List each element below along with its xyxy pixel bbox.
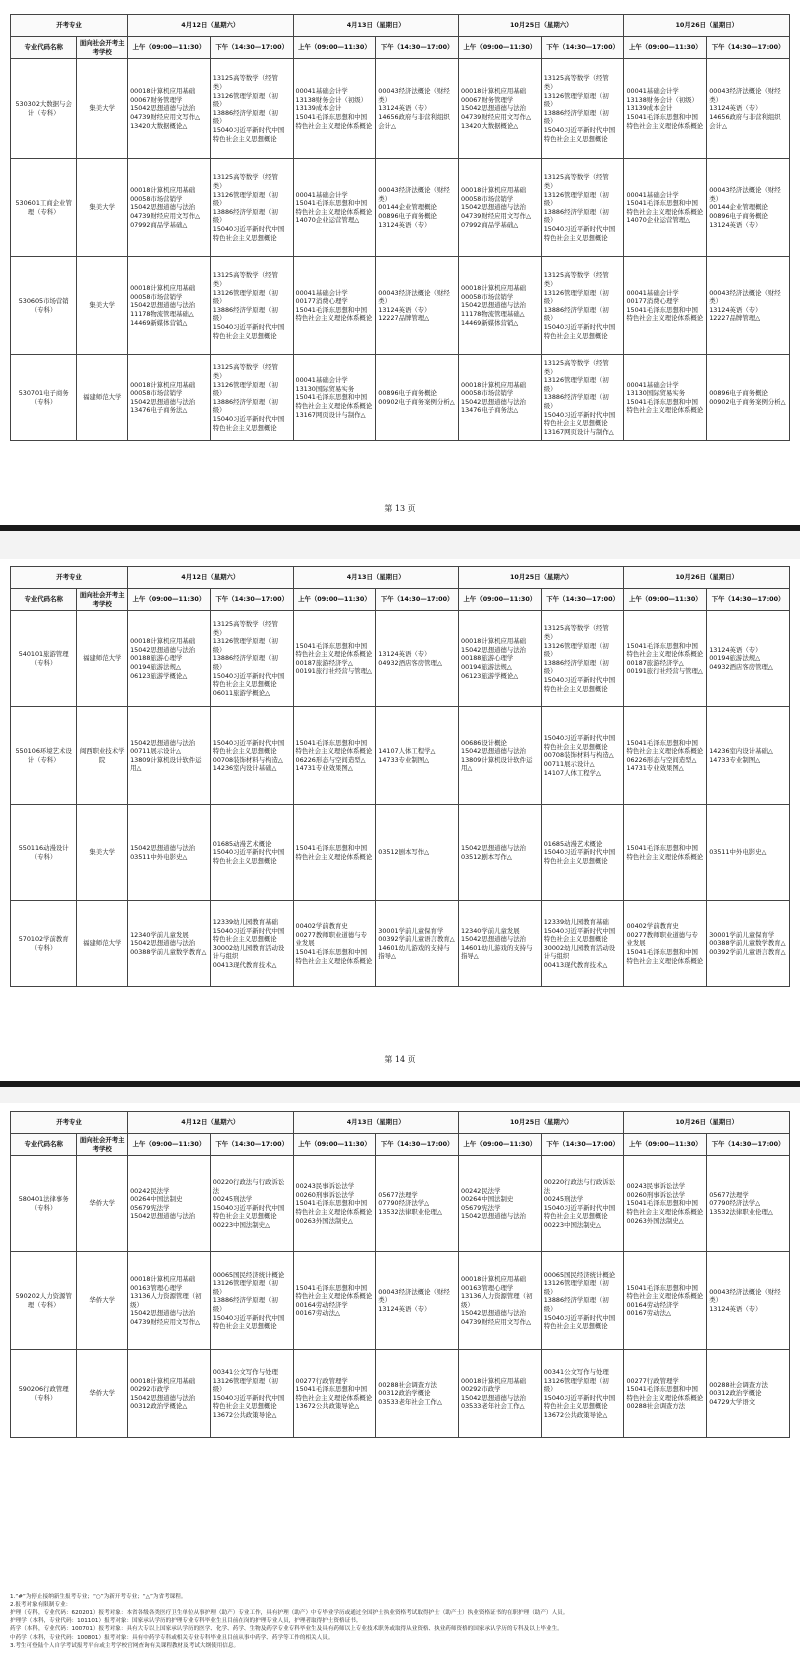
footnotes: 1.“#”为停止接纳新生报考专业；“○”为新开考专业；“△”为省考课程。 2.报考对象有限制专业： 护理（专科，专业代码：620201）报考对象：本省各级各类医疗卫生单位从事护理（助产）专业工作，具有护理（助产）中专毕业学历或通过全国护士执业资格考试取得护士（助产士）执业资格证书的在职护理（助产）人员。 护理学（本科，专业代码：101101）报考对象：国家承认学历的护理专业专科毕业生且目前在岗的护理专业人员，护理者取得护士资格证书。 药学（本科，专业代码：100701）报考对象：具有大专以上国家承认学历的医学、化学、药学、生物及药学专业专科毕业生及具有药师以上专业技术职务或取得从业资格、执业药师资格的国家承认学历的专科及以上毕业生。 中药学（本科，专业代码：100801）报考对象：具有中药学专科或相关专业专科毕业且目前从事中药学、药学等工作的相关人员。 3.考生可登陆个人自学考试报考平台或主考学校官网查询有关课程教材及考试大纲使用信息。 (10, 1594, 569, 1649)
course-list: 00018计算机应用基础 00058市场营销学 15042思想道德与法治 11178物流管理基础△ 14469新媒体营销△ (459, 257, 542, 355)
course-list: 00041基础会计学 13130国际贸易实务 15041毛泽东思想和中国特色社会主义理论体系概论 13167网页设计与制作△ (293, 355, 376, 441)
course-list: 00065国民经济统计概论 13126管理学原理（初级） 13886经济学原理（初级） 15040习近平新时代中国特色社会主义思想概论 (541, 1252, 624, 1350)
header-day2: 4月13日（星期日） (293, 567, 458, 589)
course-list: 13125高等数学（经管类） 13126管理学原理（初级） 13886经济学原理（初级） 15040习近平新时代中国特色社会主义思想概论 (210, 159, 293, 257)
course-list: 13125高等数学（经管类） 13126管理学原理（初级） 13886经济学原理（初级） 15040习近平新时代中国特色社会主义思想概论 (210, 355, 293, 441)
header-afternoon: 下午（14:30—17:00） (541, 1134, 624, 1156)
header-row-days (11, 15, 790, 37)
school-name: 集美大学 (77, 59, 128, 159)
table-row (11, 1350, 790, 1438)
table-row (11, 805, 790, 901)
schedule-table-page-14 (10, 566, 790, 987)
school-name: 福建师范大学 (77, 901, 128, 987)
header-afternoon: 下午（14:30—17:00） (707, 589, 790, 611)
header-morning: 上午（09:00—11:30） (459, 1134, 542, 1156)
header-row-days (11, 567, 790, 589)
course-list: 00220行政法与行政诉讼法 00245刑法学 15040习近平新时代中国特色社会主义思想概论 00223中国法制史△ (541, 1156, 624, 1252)
course-list: 00043经济法概论（财经类） 13124英语（专） (376, 1252, 459, 1350)
major-name: 540101旅游管理（专科） (11, 611, 77, 707)
major-name: 530605市场营销（专科） (11, 257, 77, 355)
course-list: 05677法理学 07790经济法学△ 13532法律职业伦理△ (707, 1156, 790, 1252)
course-list: 13124英语（专） 00194旅游法规△ 04932酒店客房管理△ (707, 611, 790, 707)
course-list: 00242民法学 00264中国法制史 05679宪法学 15042思想道德与法治 (128, 1156, 211, 1252)
major-name: 530302大数据与会计（专科） (11, 59, 77, 159)
header-day4: 10月26日（星期日） (624, 15, 790, 37)
course-list: 00018计算机应用基础 00058市场营销学 15042思想道德与法治 04739财经应用文写作△ 07992商品学基础△ (128, 159, 211, 257)
course-list: 00018计算机应用基础 00163管理心理学 13136人力资源管理（初级） 15042思想道德与法治 04739财经应用文写作△ (459, 1252, 542, 1350)
page-13 (0, 0, 800, 525)
course-list: 00288社会调查方法 00312政治学概论 04729大学语文 (707, 1350, 790, 1438)
major-name: 590206行政管理（专科） (11, 1350, 77, 1438)
course-list: 00018计算机应用基础 00163管理心理学 13136人力资源管理（初级） 15042思想道德与法治 04739财经应用文写作△ (128, 1252, 211, 1350)
course-list: 30001学前儿童保育学 00392学前儿童语言教育△ 14601幼儿游戏的支持与指导△ (376, 901, 459, 987)
course-list: 00041基础会计学 13130国际贸易实务 15041毛泽东思想和中国特色社会主义理论体系概论 (624, 355, 707, 441)
schedule-table-page-15 (10, 1111, 790, 1438)
header-day1: 4月12日（星期六） (128, 1112, 293, 1134)
header-morning: 上午（09:00—11:30） (624, 37, 707, 59)
school-name: 华侨大学 (77, 1156, 128, 1252)
course-list: 00041基础会计学 13138财务会计（初级） 13139成本会计 15041毛泽东思想和中国特色社会主义理论体系概论 (624, 59, 707, 159)
table-row (11, 159, 790, 257)
schedule-table-page-13 (10, 14, 790, 441)
exam-schedule-table (10, 14, 790, 441)
course-list: 12340学前儿童发展 15042思想道德与法治 14601幼儿游戏的支持与指导△ (459, 901, 542, 987)
course-list: 00043经济法概论（财经类） 00144企业管理概论 00896电子商务概论 13124英语（专） (707, 159, 790, 257)
header-afternoon: 下午（14:30—17:00） (210, 1134, 293, 1156)
school-name: 华侨大学 (77, 1252, 128, 1350)
header-day4: 10月26日（星期日） (624, 1112, 790, 1134)
header-afternoon: 下午（14:30—17:00） (541, 589, 624, 611)
header-major-code: 专业代码名称 (11, 589, 77, 611)
major-name: 580401法律事务（专科） (11, 1156, 77, 1252)
header-day2: 4月13日（星期日） (293, 1112, 458, 1134)
course-list: 12339幼儿园教育基础 15040习近平新时代中国特色社会主义思想概论 30002幼儿园教育活动设计与组织 00413现代教育技术△ (210, 901, 293, 987)
course-list: 00896电子商务概论 00902电子商务案例分析△ (707, 355, 790, 441)
exam-schedule-table (10, 1111, 790, 1438)
header-school: 面向社会开考主考学校 (77, 589, 128, 611)
course-list: 15041毛泽东思想和中国特色社会主义理论体系概论 06226形态与空间造型△ 14731专业效果图△ (624, 707, 707, 805)
header-row-days (11, 1112, 790, 1134)
course-list: 15041毛泽东思想和中国特色社会主义理论体系概论 (293, 805, 376, 901)
course-list: 01685动漫艺术概论 15040习近平新时代中国特色社会主义思想概论 (210, 805, 293, 901)
course-list: 00402学前教育史 00277教师职业道德与专业发展 15041毛泽东思想和中国特色社会主义理论体系概论 (293, 901, 376, 987)
course-list: 05677法理学 07790经济法学△ 13532法律职业伦理△ (376, 1156, 459, 1252)
header-morning: 上午（09:00—11:30） (128, 589, 211, 611)
page-number: 第 14 页 (384, 1055, 416, 1064)
table-row (11, 611, 790, 707)
table-row (11, 1156, 790, 1252)
course-list: 01685动漫艺术概论 15040习近平新时代中国特色社会主义思想概论 (541, 805, 624, 901)
course-list: 30001学前儿童保育学 00388学前儿童数学教育△ 00392学前儿童语言教育△ (707, 901, 790, 987)
header-row-sessions (11, 37, 790, 59)
header-school: 面向社会开考主考学校 (77, 37, 128, 59)
header-morning: 上午（09:00—11:30） (293, 1134, 376, 1156)
course-list: 15041毛泽东思想和中国特色社会主义理论体系概论 00164劳动经济学 00167劳动法△ (293, 1252, 376, 1350)
course-list: 00043经济法概论（财经类） 13124英语（专） 12227品牌管理△ (707, 257, 790, 355)
course-list: 00018计算机应用基础 00058市场营销学 15042思想道德与法治 04739财经应用文写作△ 07992商品学基础△ (459, 159, 542, 257)
course-list: 13125高等数学（经管类） 13126管理学原理（初级） 13886经济学原理（初级） 15040习近平新时代中国特色社会主义思想概论 (541, 611, 624, 707)
course-list: 00041基础会计学 00177消费心理学 15041毛泽东思想和中国特色社会主义理论体系概论 (293, 257, 376, 355)
header-morning: 上午（09:00—11:30） (128, 37, 211, 59)
course-list: 14236室内设计基础△ 14733专业制图△ (707, 707, 790, 805)
table-row (11, 1252, 790, 1350)
header-day1: 4月12日（星期六） (128, 567, 293, 589)
course-list: 00018计算机应用基础 15042思想道德与法治 00188旅游心理学 00194旅游法规△ 06123旅游学概论△ (459, 611, 542, 707)
header-major-group: 开考专业 (11, 15, 128, 37)
course-list: 00243民事诉讼法学 00260刑事诉讼法学 15041毛泽东思想和中国特色社会主义理论体系概论 00263外国法制史△ (624, 1156, 707, 1252)
course-list: 00043经济法概论（财经类） 13124英语（专） (707, 1252, 790, 1350)
header-morning: 上午（09:00—11:30） (459, 589, 542, 611)
course-list: 00277行政管理学 15041毛泽东思想和中国特色社会主义理论体系概论 00288社会调查方法 (624, 1350, 707, 1438)
course-list: 00018计算机应用基础 00058市场营销学 15042思想道德与法治 13476电子商务法△ (128, 355, 211, 441)
course-list: 15042思想道德与法治 03512剧本写作△ (459, 805, 542, 901)
course-list: 00277行政管理学 15041毛泽东思想和中国特色社会主义理论体系概论 13672公共政策导论△ (293, 1350, 376, 1438)
course-list: 00242民法学 00264中国法制史 05679宪法学 15042思想道德与法治 (459, 1156, 542, 1252)
course-list: 00041基础会计学 15041毛泽东思想和中国特色社会主义理论体系概论 14070企业运营管理△ (293, 159, 376, 257)
course-list: 00018计算机应用基础 00067财务管理学 15042思想道德与法治 04739财经应用文写作△ 13420大数据概论△ (459, 59, 542, 159)
table-row (11, 901, 790, 987)
header-school: 面向社会开考主考学校 (77, 1134, 128, 1156)
course-list: 12340学前儿童发展 15042思想道德与法治 00388学前儿童数学教育△ (128, 901, 211, 987)
table-row (11, 257, 790, 355)
school-name: 福建师范大学 (77, 355, 128, 441)
header-afternoon: 下午（14:30—17:00） (707, 1134, 790, 1156)
table-row (11, 707, 790, 805)
header-afternoon: 下午（14:30—17:00） (210, 37, 293, 59)
course-list: 15040习近平新时代中国特色社会主义思想概论 00708装饰材料与构造△ 14236室内设计基础△ (210, 707, 293, 805)
course-list: 15042思想道德与法治 00711展示设计△ 13809计算机设计软件运用△ (128, 707, 211, 805)
course-list: 00018计算机应用基础 15042思想道德与法治 00188旅游心理学 00194旅游法规△ 06123旅游学概论△ (128, 611, 211, 707)
course-list: 13125高等数学（经管类） 13126管理学原理（初级） 13886经济学原理（初级） 15040习近平新时代中国特色社会主义思想概论 13167网页设计与制作△ (541, 355, 624, 441)
header-afternoon: 下午（14:30—17:00） (376, 1134, 459, 1156)
course-list: 00043经济法概论（财经类） 13124英语（专） 14656政府与非营利组织会计△ (376, 59, 459, 159)
header-major-code: 专业代码名称 (11, 37, 77, 59)
course-list: 15041毛泽东思想和中国特色社会主义理论体系概论 00164劳动经济学 00167劳动法△ (624, 1252, 707, 1350)
header-day3: 10月25日（星期六） (459, 15, 624, 37)
course-list: 00065国民经济统计概论 13126管理学原理（初级） 13886经济学原理（初级） 15040习近平新时代中国特色社会主义思想概论 (210, 1252, 293, 1350)
page-gap (0, 531, 800, 559)
course-list: 00018计算机应用基础 00058市场营销学 15042思想道德与法治 11178物流管理基础△ 14469新媒体营销△ (128, 257, 211, 355)
course-list: 00402学前教育史 00277教师职业道德与专业发展 15041毛泽东思想和中国特色社会主义理论体系概论 (624, 901, 707, 987)
header-morning: 上午（09:00—11:30） (293, 37, 376, 59)
course-list: 15041毛泽东思想和中国特色社会主义理论体系概论 00187旅游经济学△ 00191旅行社经营与管理△ (293, 611, 376, 707)
header-day2: 4月13日（星期日） (293, 15, 458, 37)
table-row (11, 59, 790, 159)
header-afternoon: 下午（14:30—17:00） (376, 37, 459, 59)
header-afternoon: 下午（14:30—17:00） (376, 589, 459, 611)
school-name: 集美大学 (77, 805, 128, 901)
header-afternoon: 下午（14:30—17:00） (707, 37, 790, 59)
major-name: 550106环境艺术设计（专科） (11, 707, 77, 805)
header-row-sessions (11, 589, 790, 611)
header-major-group: 开考专业 (11, 1112, 128, 1134)
header-morning: 上午（09:00—11:30） (293, 589, 376, 611)
course-list: 15040习近平新时代中国特色社会主义思想概论 00708装饰材料与构造△ 00711展示设计△ 14107人体工程学△ (541, 707, 624, 805)
course-list: 03512剧本写作△ (376, 805, 459, 901)
course-list: 00220行政法与行政诉讼法 00245刑法学 15040习近平新时代中国特色社会主义思想概论 00223中国法制史△ (210, 1156, 293, 1252)
course-list: 00341公文写作与处理 13126管理学原理（初级） 15040习近平新时代中国特色社会主义思想概论 13672公共政策导论△ (541, 1350, 624, 1438)
major-name: 590202人力资源管理（专科） (11, 1252, 77, 1350)
course-list: 00043经济法概论（财经类） 13124英语（专） 12227品牌管理△ (376, 257, 459, 355)
header-morning: 上午（09:00—11:30） (624, 589, 707, 611)
course-list: 13125高等数学（经管类） 13126管理学原理（初级） 13886经济学原理（初级） 15040习近平新时代中国特色社会主义思想概论 (541, 159, 624, 257)
course-list: 00043经济法概论（财经类） 00144企业管理概论 00896电子商务概论 13124英语（专） (376, 159, 459, 257)
major-name: 530601工商企业管理（专科） (11, 159, 77, 257)
school-name: 福建师范大学 (77, 611, 128, 707)
course-list: 00018计算机应用基础 00292市政学 15042思想道德与法治 03533老年社会工作△ (459, 1350, 542, 1438)
course-list: 13125高等数学（经管类） 13126管理学原理（初级） 13886经济学原理（初级） 15040习近平新时代中国特色社会主义思想概论 (210, 59, 293, 159)
course-list: 00018计算机应用基础 00067财务管理学 15042思想道德与法治 04739财经应用文写作△ 13420大数据概论△ (128, 59, 211, 159)
course-list: 00243民事诉讼法学 00260刑事诉讼法学 15041毛泽东思想和中国特色社会主义理论体系概论 00263外国法制史△ (293, 1156, 376, 1252)
course-list: 13124英语（专） 04932酒店客房管理△ (376, 611, 459, 707)
header-morning: 上午（09:00—11:30） (128, 1134, 211, 1156)
course-list: 00686设计概论 15042思想道德与法治 13809计算机设计软件运用△ (459, 707, 542, 805)
course-list: 12339幼儿园教育基础 15040习近平新时代中国特色社会主义思想概论 30002幼儿园教育活动设计与组织 00413现代教育技术△ (541, 901, 624, 987)
header-afternoon: 下午（14:30—17:00） (210, 589, 293, 611)
table-row (11, 355, 790, 441)
course-list: 00043经济法概论（财经类） 13124英语（专） 14656政府与非营利组织会计△ (707, 59, 790, 159)
page-15 (0, 1103, 800, 1669)
course-list: 00341公文写作与处理 13126管理学原理（初级） 15040习近平新时代中国特色社会主义思想概论 13672公共政策导论△ (210, 1350, 293, 1438)
course-list: 13125高等数学（经管类） 13126管理学原理（初级） 13886经济学原理（初级） 15040习近平新时代中国特色社会主义思想概论 (541, 257, 624, 355)
course-list: 15042思想道德与法治 03511中外电影史△ (128, 805, 211, 901)
course-list: 13125高等数学（经管类） 13126管理学原理（初级） 13886经济学原理（初级） 15040习近平新时代中国特色社会主义思想概论 (541, 59, 624, 159)
course-list: 03511中外电影史△ (707, 805, 790, 901)
course-list: 00041基础会计学 15041毛泽东思想和中国特色社会主义理论体系概论 14070企业运营管理△ (624, 159, 707, 257)
course-list: 00018计算机应用基础 00058市场营销学 15042思想道德与法治 13476电子商务法△ (459, 355, 542, 441)
page-gap (0, 1087, 800, 1103)
course-list: 13125高等数学（经管类） 13126管理学原理（初级） 13886经济学原理（初级） 15040习近平新时代中国特色社会主义思想概论 06011旅游学概论△ (210, 611, 293, 707)
course-list: 15041毛泽东思想和中国特色社会主义理论体系概论 (624, 805, 707, 901)
course-list: 00041基础会计学 00177消费心理学 15041毛泽东思想和中国特色社会主义理论体系概论 (624, 257, 707, 355)
school-name: 集美大学 (77, 159, 128, 257)
header-afternoon: 下午（14:30—17:00） (541, 37, 624, 59)
header-morning: 上午（09:00—11:30） (624, 1134, 707, 1156)
course-list: 15041毛泽东思想和中国特色社会主义理论体系概论 00187旅游经济学△ 00191旅行社经营与管理△ (624, 611, 707, 707)
header-major-group: 开考专业 (11, 567, 128, 589)
course-list: 13125高等数学（经管类） 13126管理学原理（初级） 13886经济学原理（初级） 15040习近平新时代中国特色社会主义思想概论 (210, 257, 293, 355)
course-list: 15041毛泽东思想和中国特色社会主义理论体系概论 06226形态与空间造型△ 14731专业效果图△ (293, 707, 376, 805)
course-list: 00288社会调查方法 00312政治学概论 03533老年社会工作△ (376, 1350, 459, 1438)
header-morning: 上午（09:00—11:30） (459, 37, 542, 59)
header-row-sessions (11, 1134, 790, 1156)
course-list: 00896电子商务概论 00902电子商务案例分析△ (376, 355, 459, 441)
course-list: 00018计算机应用基础 00292市政学 15042思想道德与法治 00312政治学概论△ (128, 1350, 211, 1438)
major-name: 530701电子商务（专科） (11, 355, 77, 441)
header-day4: 10月26日（星期日） (624, 567, 790, 589)
course-list: 14107人体工程学△ 14733专业制图△ (376, 707, 459, 805)
major-name: 550116动漫设计（专科） (11, 805, 77, 901)
school-name: 华侨大学 (77, 1350, 128, 1438)
header-day3: 10月25日（星期六） (459, 567, 624, 589)
school-name: 集美大学 (77, 257, 128, 355)
page-14 (0, 559, 800, 1081)
header-day3: 10月25日（星期六） (459, 1112, 624, 1134)
course-list: 00041基础会计学 13138财务会计（初级） 13139成本会计 15041毛泽东思想和中国特色社会主义理论体系概论 (293, 59, 376, 159)
school-name: 闽西职业技术学院 (77, 707, 128, 805)
header-major-code: 专业代码名称 (11, 1134, 77, 1156)
header-day1: 4月12日（星期六） (128, 15, 293, 37)
major-name: 570102学前教育（专科） (11, 901, 77, 987)
exam-schedule-table (10, 566, 790, 987)
page-number: 第 13 页 (384, 504, 416, 513)
